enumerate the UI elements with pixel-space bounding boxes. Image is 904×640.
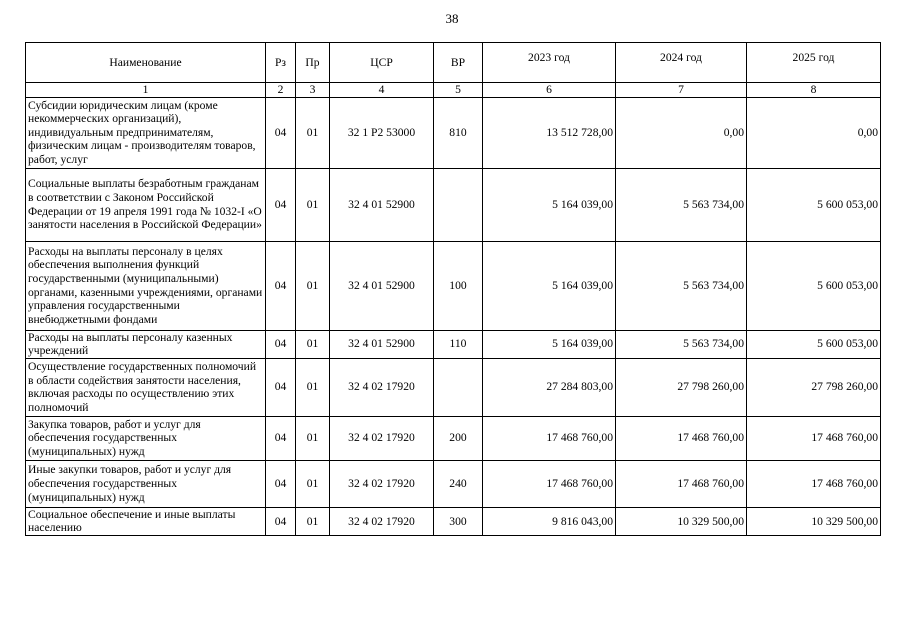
column-header-csr: ЦСР xyxy=(330,43,434,83)
row-csr: 32 1 Р2 53000 xyxy=(330,97,434,168)
table-row xyxy=(26,416,881,460)
row-amount-2025: 10 329 500,00 xyxy=(747,507,881,535)
column-header-name: Наименование xyxy=(26,43,266,83)
row-amount-2024: 5 563 734,00 xyxy=(616,241,747,330)
row-name: Расходы на выплаты персоналу в целях обеспечения выполнения функций государственными (муниципальными) органами, казенными учреждениями, органами управления государственными внебюджетными фондами xyxy=(26,241,266,330)
row-name: Закупка товаров, работ и услуг для обеспечения государственных (муниципальных) нужд xyxy=(26,416,266,460)
column-number: 8 xyxy=(747,83,881,98)
row-amount-2023: 27 284 803,00 xyxy=(483,358,616,416)
row-amount-2023: 9 816 043,00 xyxy=(483,507,616,535)
row-amount-2023: 5 164 039,00 xyxy=(483,330,616,358)
row-pr: 01 xyxy=(296,97,330,168)
row-vr: 200 xyxy=(434,416,483,460)
row-amount-2025: 5 600 053,00 xyxy=(747,241,881,330)
column-header-vr: ВР xyxy=(434,43,483,83)
column-header-2025: 2025 год xyxy=(747,43,881,83)
row-rz: 04 xyxy=(266,358,296,416)
column-number: 4 xyxy=(330,83,434,98)
row-csr: 32 4 02 17920 xyxy=(330,507,434,535)
row-amount-2025: 27 798 260,00 xyxy=(747,358,881,416)
row-name: Социальные выплаты безработным гражданам в соответствии с Законом Российской Федерации от 19 апреля 1991 года № 1032-I «О занятости населения в Российской Федерации» xyxy=(26,168,266,241)
row-amount-2024: 5 563 734,00 xyxy=(616,168,747,241)
row-name: Осуществление государственных полномочий в области содействия занятости населения, включая расходы по осуществлению этих полномочий xyxy=(26,358,266,416)
table-row xyxy=(26,97,881,168)
row-amount-2023: 5 164 039,00 xyxy=(483,241,616,330)
row-name: Субсидии юридическим лицам (кроме некоммерческих организаций), индивидуальным предпринимателям, физическим лицам - производителям товаров, работ, услуг xyxy=(26,97,266,168)
row-amount-2023: 17 468 760,00 xyxy=(483,460,616,507)
column-header-rz: Рз xyxy=(266,43,296,83)
row-amount-2024: 27 798 260,00 xyxy=(616,358,747,416)
row-amount-2023: 17 468 760,00 xyxy=(483,416,616,460)
row-amount-2024: 0,00 xyxy=(616,97,747,168)
row-rz: 04 xyxy=(266,507,296,535)
row-pr: 01 xyxy=(296,330,330,358)
table-row xyxy=(26,460,881,507)
row-vr: 240 xyxy=(434,460,483,507)
row-csr: 32 4 02 17920 xyxy=(330,460,434,507)
row-rz: 04 xyxy=(266,416,296,460)
row-name: Иные закупки товаров, работ и услуг для обеспечения государственных (муниципальных) нужд xyxy=(26,460,266,507)
row-vr: 100 xyxy=(434,241,483,330)
row-vr: 300 xyxy=(434,507,483,535)
row-rz: 04 xyxy=(266,97,296,168)
column-number: 7 xyxy=(616,83,747,98)
row-amount-2025: 17 468 760,00 xyxy=(747,460,881,507)
column-number: 3 xyxy=(296,83,330,98)
row-amount-2024: 5 563 734,00 xyxy=(616,330,747,358)
row-pr: 01 xyxy=(296,241,330,330)
table-row xyxy=(26,241,881,330)
row-csr: 32 4 02 17920 xyxy=(330,416,434,460)
row-vr: 810 xyxy=(434,97,483,168)
column-header-2024: 2024 год xyxy=(616,43,747,83)
row-rz: 04 xyxy=(266,241,296,330)
row-amount-2025: 5 600 053,00 xyxy=(747,168,881,241)
header-row xyxy=(26,43,881,83)
row-vr xyxy=(434,168,483,241)
row-csr: 32 4 01 52900 xyxy=(330,168,434,241)
row-csr: 32 4 01 52900 xyxy=(330,330,434,358)
row-vr: 110 xyxy=(434,330,483,358)
row-rz: 04 xyxy=(266,168,296,241)
table-row xyxy=(26,330,881,358)
table-row xyxy=(26,168,881,241)
row-amount-2024: 17 468 760,00 xyxy=(616,460,747,507)
row-amount-2025: 0,00 xyxy=(747,97,881,168)
column-number: 2 xyxy=(266,83,296,98)
row-pr: 01 xyxy=(296,460,330,507)
row-amount-2023: 13 512 728,00 xyxy=(483,97,616,168)
row-amount-2025: 5 600 053,00 xyxy=(747,330,881,358)
row-name: Социальное обеспечение и иные выплаты населению xyxy=(26,507,266,535)
column-number: 1 xyxy=(26,83,266,98)
row-amount-2025: 17 468 760,00 xyxy=(747,416,881,460)
column-header-2023: 2023 год xyxy=(483,43,616,83)
row-pr: 01 xyxy=(296,416,330,460)
row-name: Расходы на выплаты персоналу казенных учреждений xyxy=(26,330,266,358)
column-number: 5 xyxy=(434,83,483,98)
page-number: 38 xyxy=(445,11,459,26)
row-csr: 32 4 02 17920 xyxy=(330,358,434,416)
row-amount-2024: 17 468 760,00 xyxy=(616,416,747,460)
row-rz: 04 xyxy=(266,330,296,358)
column-header-pr: Пр xyxy=(296,43,330,83)
row-pr: 01 xyxy=(296,358,330,416)
row-amount-2024: 10 329 500,00 xyxy=(616,507,747,535)
row-pr: 01 xyxy=(296,168,330,241)
budget-table xyxy=(25,42,881,536)
row-pr: 01 xyxy=(296,507,330,535)
table-row xyxy=(26,507,881,535)
table-row xyxy=(26,358,881,416)
row-rz: 04 xyxy=(266,460,296,507)
row-vr xyxy=(434,358,483,416)
row-amount-2023: 5 164 039,00 xyxy=(483,168,616,241)
column-number-row xyxy=(26,83,881,98)
row-csr: 32 4 01 52900 xyxy=(330,241,434,330)
column-number: 6 xyxy=(483,83,616,98)
